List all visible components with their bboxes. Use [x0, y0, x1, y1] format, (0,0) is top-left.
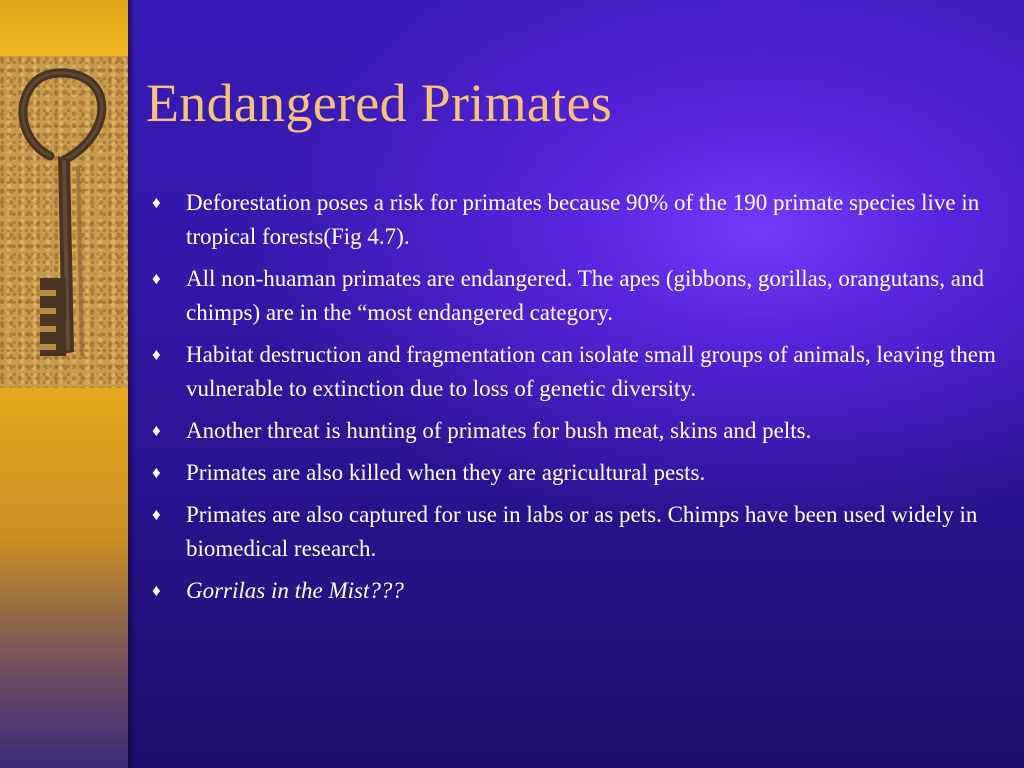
diamond-bullet-icon: ♦: [152, 269, 161, 288]
bullet-text: Habitat destruction and fragmentation can isolate small groups of animals, leaving them vulnerable to extinction due to loss of genetic diversity.: [186, 342, 996, 401]
key-icon: [0, 56, 128, 388]
diamond-bullet-icon: ♦: [152, 463, 161, 482]
bullet-item: [150, 498, 1010, 566]
sidebar-band: [0, 0, 128, 768]
diamond-bullet-icon: ♦: [152, 581, 161, 600]
bullet-item: [150, 338, 1010, 406]
sand-photo: [0, 56, 128, 388]
slide-title: Endangered Primates: [146, 73, 613, 133]
bullet-text: Primates are also killed when they are agricultural pests.: [186, 460, 706, 485]
bullet-text: Deforestation poses a risk for primates because 90% of the 190 primate species live in tropical forests(Fig 4.7).: [186, 190, 980, 249]
bullet-text: Gorrilas in the Mist???: [186, 578, 404, 603]
diamond-bullet-icon: ♦: [152, 421, 161, 440]
diamond-bullet-icon: ♦: [152, 505, 161, 524]
bullet-item: [150, 262, 1010, 330]
diamond-bullet-icon: ♦: [152, 345, 161, 364]
diamond-bullet-icon: ♦: [152, 193, 161, 212]
bullet-text: Primates are also captured for use in labs or as pets. Chimps have been used widely in biomedical research.: [186, 502, 978, 561]
bullet-text: All non-huaman primates are endangered. The apes (gibbons, gorillas, orangutans, and chimps) are in the “most endangered category.: [186, 266, 984, 325]
sidebar-top-band: [0, 0, 128, 56]
bullet-item: [150, 574, 1010, 608]
bullet-item: [150, 414, 1010, 448]
bullet-text: Another threat is hunting of primates for bush meat, skins and pelts.: [186, 418, 812, 443]
bullet-list: [150, 186, 1010, 616]
bullet-item: [150, 186, 1010, 254]
bullet-item: [150, 456, 1010, 490]
sidebar-edge-shadow: [128, 0, 136, 768]
